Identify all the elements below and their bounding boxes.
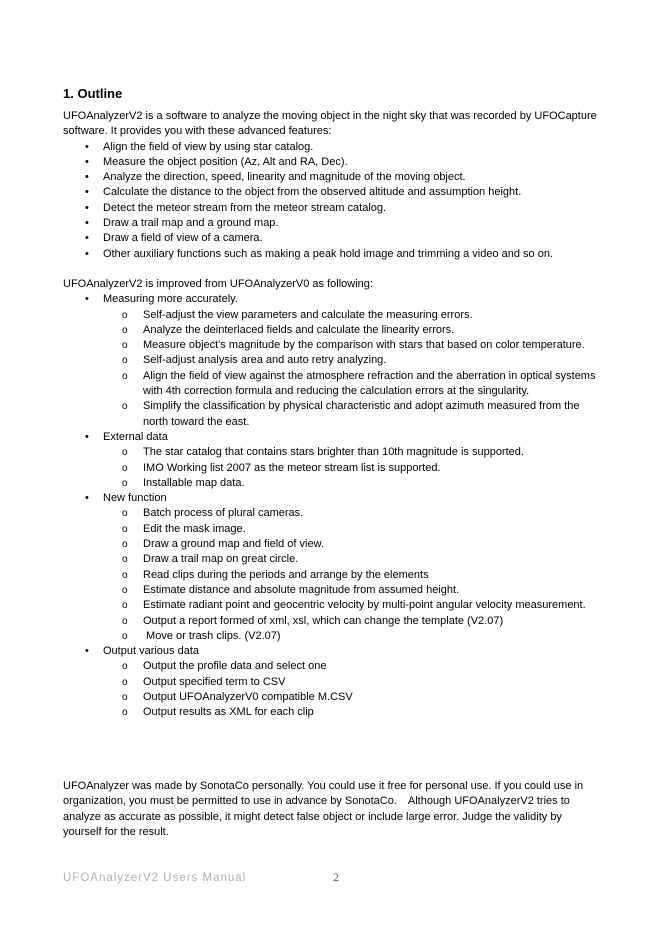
improvements-section [63,277,603,721]
group-item-list [103,445,603,491]
feature-item: • Calculate the distance to the object from the observed altitude and assumption height. [63,185,603,200]
group-item: o Output the profile data and select one [103,659,603,674]
group-item: o Simplify the classification by physical characteristic and adopt azimuth measured from the north toward the east. [103,399,603,430]
group-label: Output various data [103,645,200,658]
improvement-group [63,644,603,720]
feature-item: • Draw a trail map and a ground map. [63,216,603,231]
group-item: o The star catalog that contains stars brighter than 10th magnitude is supported. [103,445,603,460]
group-item: o Output UFOAnalyzerV0 compatible M.CSV [103,690,603,705]
group-label: New function [103,492,167,505]
group-item: o Edit the mask image. [103,522,603,537]
closing-section [63,779,603,840]
group-item: o Read clips during the periods and arrange by the elements [103,568,603,583]
intro-section [63,109,603,262]
group-item: o Estimate radiant point and geocentric velocity by multi-point angular velocity measurement. [103,598,603,613]
improvement-group [63,491,603,644]
group-item: o Move or trash clips. (V2.07) [103,629,603,644]
feature-item: • Align the field of view by using star catalog. [63,140,603,155]
group-label: Measuring more accurately. [103,293,238,306]
group-item: o Output a report formed of xml, xsl, which can change the template (V2.07) [103,614,603,629]
group-item: o Estimate distance and absolute magnitude from assumed height. [103,583,603,598]
feature-item: • Analyze the direction, speed, linearity and magnitude of the moving object. [63,170,603,185]
group-item: o Self-adjust analysis area and auto retry analyzing. [103,353,603,368]
group-label: External data [103,430,168,443]
group-item: o Analyze the deinterlaced fields and calculate the linearity errors. [103,323,603,338]
feature-item: • Other auxiliary functions such as making a peak hold image and trimming a video and so on. [63,247,603,262]
feature-item: • Measure the object position (Az, Alt and RA, Dec). [63,155,603,170]
feature-item: • Detect the meteor stream from the meteor stream catalog. [63,201,603,216]
feature-item: • Draw a field of view of a camera. [63,231,603,246]
improvement-groups [63,292,603,720]
group-item-list [103,506,603,644]
group-item: o Self-adjust the view parameters and calculate the measuring errors. [103,308,603,323]
section-heading: 1. Outline [63,86,123,101]
improvements-paragraph: UFOAnalyzerV2 is improved from UFOAnalyzerV0 as following: [63,278,373,290]
closing-paragraph: UFOAnalyzer was made by SonotaCo personally. You could use it free for personal use. If you could use in organization, you must be permitted to use in advance by SonotaCo. Although UFOAnalyzerV2 tries to analyze as accurate as possible, it might detect false object or include large error. Judge the validity by yourself for the result. [63,780,584,838]
improvement-group [63,292,603,430]
page-number: 2 [333,870,339,884]
group-item: o Batch process of plural cameras. [103,506,603,521]
intro-paragraph: UFOAnalyzerV2 is a software to analyze the moving object in the night sky that was recorded by UFOCapture software. It provides you with these advanced features: [63,110,597,138]
group-item: o Draw a trail map on great circle. [103,552,603,567]
group-item-list [103,308,603,430]
improvement-group [63,430,603,491]
group-item: o Installable map data. [103,476,603,491]
group-item: o Align the field of view against the atmosphere refraction and the aberration in optical systems with 4th correction formula and reducing the calculation errors at the singularity. [103,369,603,400]
group-item: o Measure object's magnitude by the comparison with stars that based on color temperature. [103,338,603,353]
group-item: o Draw a ground map and field of view. [103,537,603,552]
footer-title: UFOAnalyzerV2 Users Manual [63,872,247,884]
group-item: o Output specified term to CSV [103,675,603,690]
group-item: o IMO Working list 2007 as the meteor stream list is supported. [103,461,603,476]
group-item: o Output results as XML for each clip [103,705,603,720]
feature-list [63,140,603,262]
group-item-list [103,659,603,720]
